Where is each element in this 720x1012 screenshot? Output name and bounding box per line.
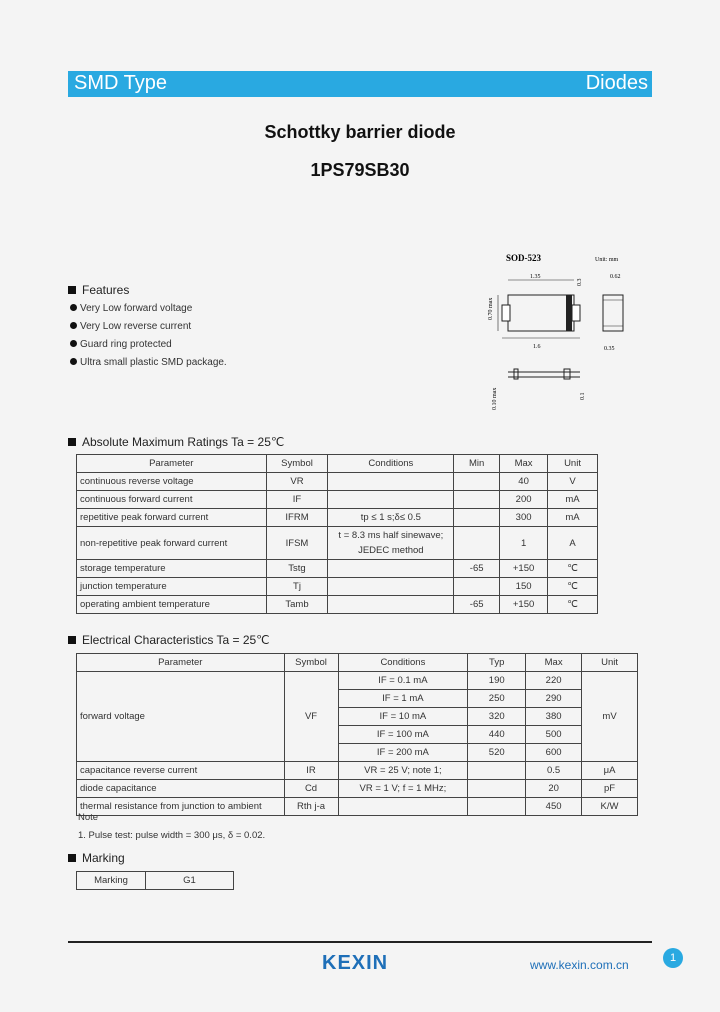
- square-bullet-icon: [68, 286, 76, 294]
- table-row: storage temperature Tstg -65 +150 ℃: [77, 560, 598, 578]
- svg-text:0.35: 0.35: [604, 346, 615, 352]
- svg-text:0.70 max: 0.70 max: [488, 297, 494, 320]
- table-row: IF = 1 mA 250 290: [77, 690, 638, 708]
- table-row: junction temperature Tj 150 ℃: [77, 578, 598, 596]
- part-number: 1PS79SB30: [310, 160, 410, 180]
- table-header: Parameter Symbol Conditions Min Max Unit: [77, 455, 598, 473]
- svg-text:0.3: 0.3: [577, 278, 583, 286]
- table-row: thermal resistance from junction to ambient Rth j-a 450 K/W: [77, 798, 638, 816]
- svg-text:0.62: 0.62: [610, 274, 621, 280]
- note-text: 1. Pulse test: pulse width = 300 μs, δ = 0.02.: [78, 830, 266, 841]
- package-drawing: [478, 250, 648, 415]
- feature-item: Guard ring protected: [70, 339, 172, 350]
- square-bullet-icon: [68, 636, 76, 644]
- package-name: SOD-523: [506, 253, 542, 263]
- bullet-icon: [70, 340, 77, 347]
- header-category: Diodes: [585, 72, 648, 94]
- elec-table: [76, 653, 638, 816]
- footer-url[interactable]: www.kexin.com.cn: [530, 958, 629, 972]
- table-row: continuous reverse voltage VR 40 V: [77, 473, 598, 491]
- feature-item: Very Low forward voltage: [70, 303, 192, 314]
- marking-table: [76, 871, 234, 890]
- table-row: IF = 200 mA 520 600: [77, 744, 638, 762]
- table-row: Marking G1: [77, 872, 234, 890]
- lead-left: [502, 305, 510, 321]
- table-row: forward voltage VF IF = 0.1 mA 190 220 mV: [77, 672, 638, 690]
- table-row: diode capacitance Cd VR = 1 V; f = 1 MHz; 20 pF: [77, 780, 638, 798]
- abs-max-table: [76, 454, 598, 614]
- bullet-icon: [70, 304, 77, 311]
- bullet-icon: [70, 322, 77, 329]
- kexin-logo: KEXIN: [322, 952, 389, 974]
- feature-item: Ultra small plastic SMD package.: [70, 357, 227, 368]
- feature-item: Very Low reverse current: [70, 321, 191, 332]
- header-type: SMD Type: [74, 72, 167, 94]
- features-heading: Features: [68, 283, 129, 297]
- cathode-band: [566, 295, 572, 331]
- note-label: Note: [78, 812, 99, 823]
- abs-max-heading: Absolute Maximum Ratings Ta = 25℃: [68, 435, 284, 449]
- table-row: IF = 10 mA 320 380: [77, 708, 638, 726]
- svg-text:1.35: 1.35: [530, 274, 541, 280]
- bullet-icon: [70, 358, 77, 365]
- header-banner: [68, 71, 652, 97]
- svg-text:1.6: 1.6: [533, 344, 541, 350]
- square-bullet-icon: [68, 854, 76, 862]
- lead-right: [572, 305, 580, 321]
- marking-heading: Marking: [68, 851, 125, 865]
- svg-text:0.10 max: 0.10 max: [492, 387, 498, 410]
- svg-text:0.1: 0.1: [580, 392, 586, 400]
- table-row: repetitive peak forward current IFRM tp ≤ 1 s;δ≤ 0.5 300 mA: [77, 509, 598, 527]
- table-row: operating ambient temperature Tamb -65 +150 ℃: [77, 596, 598, 614]
- table-header: Parameter Symbol Conditions Typ Max Unit: [77, 654, 638, 672]
- page-number: 1: [663, 948, 683, 968]
- package-unit: Unit: mm: [595, 257, 619, 263]
- doc-title: Schottky barrier diode: [264, 122, 456, 142]
- table-row: continuous forward current IF 200 mA: [77, 491, 598, 509]
- square-bullet-icon: [68, 438, 76, 446]
- footer-divider: [68, 941, 652, 943]
- elec-heading: Electrical Characteristics Ta = 25℃: [68, 633, 270, 647]
- table-row: non-repetitive peak forward current IFSM t = 8.3 ms half sinewave; JEDEC method 1 A: [77, 527, 598, 560]
- table-row: IF = 100 mA 440 500: [77, 726, 638, 744]
- table-row: capacitance reverse current IR VR = 25 V; note 1; 0.5 μA: [77, 762, 638, 780]
